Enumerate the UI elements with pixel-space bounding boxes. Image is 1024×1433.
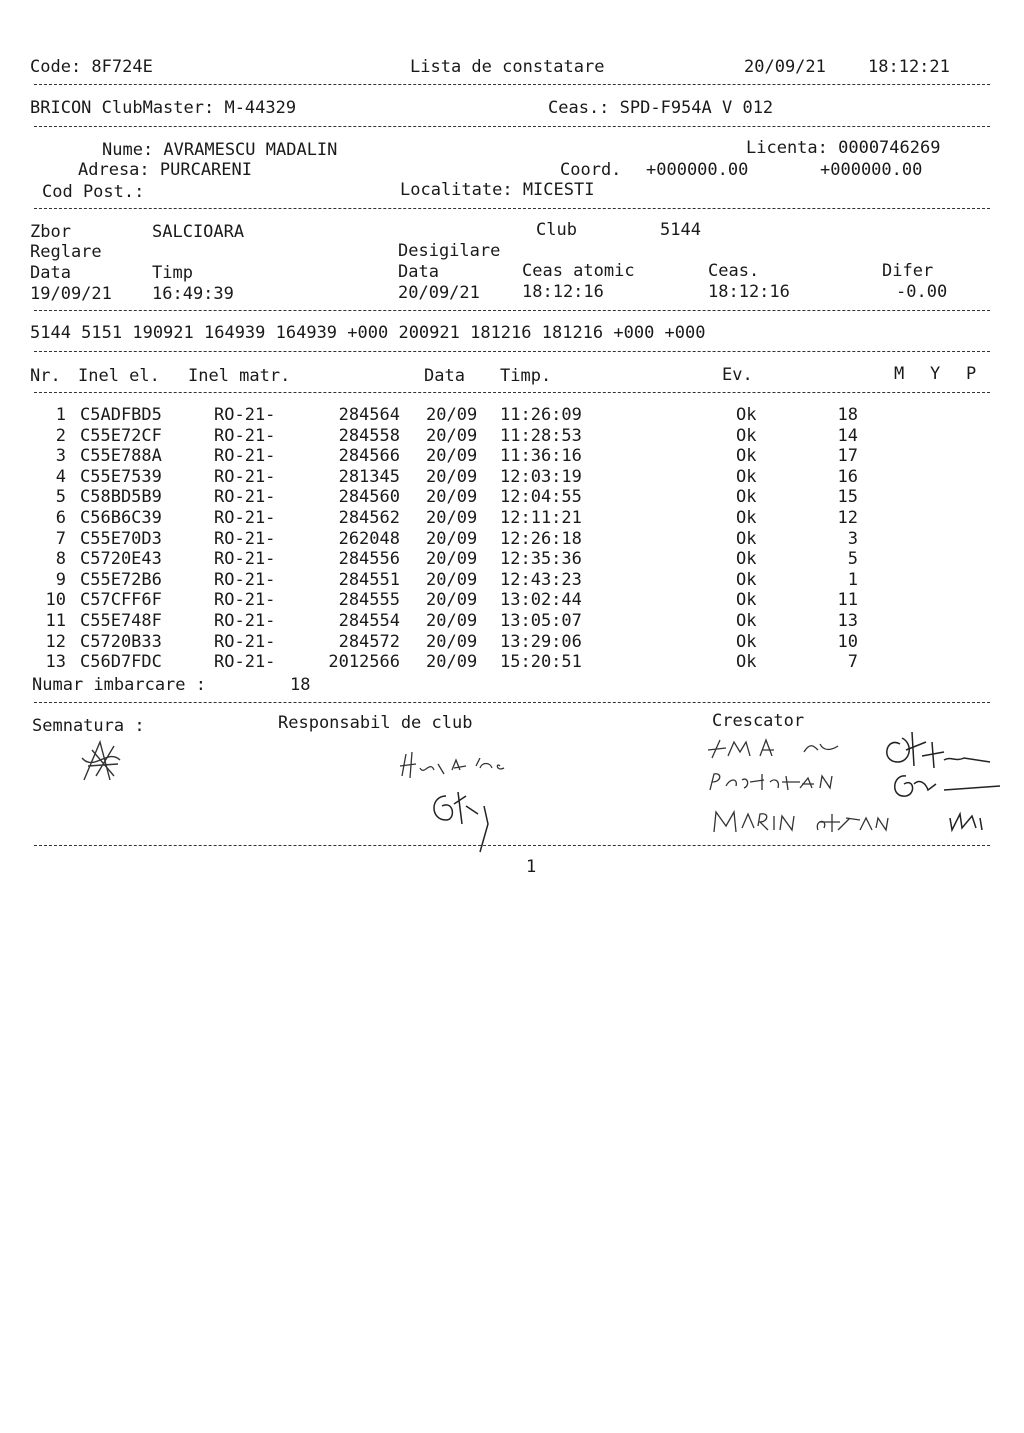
- row-electronic-ring: C55E7539: [80, 466, 162, 487]
- divider: [34, 126, 990, 127]
- desigilare-atomic-time: 18:12:16: [522, 282, 604, 302]
- row-event: Ok: [736, 611, 757, 631]
- row-time: 11:28:53: [500, 425, 582, 446]
- row-ring-prefix: RO-21-: [214, 405, 276, 425]
- row-m: 12: [837, 508, 858, 528]
- row-ring-number: 284562: [338, 508, 400, 528]
- page-number: 1: [526, 857, 537, 877]
- row-nr: 4: [55, 466, 66, 487]
- owner-address: Adresa: PURCARENI: [78, 160, 252, 180]
- row-ring-number: 281345: [338, 466, 400, 487]
- reglare-label: Reglare: [30, 242, 102, 262]
- col-y: Y: [930, 364, 941, 384]
- row-m: 3: [847, 528, 858, 549]
- row-time: 13:29:06: [500, 631, 582, 652]
- owner-name: Nume: AVRAMESCU MADALIN: [102, 140, 338, 160]
- row-time: 12:43:23: [500, 569, 582, 590]
- row-nr: 2: [55, 425, 66, 446]
- row-date: 20/09: [426, 611, 478, 631]
- row-ring-number: 284554: [338, 611, 400, 631]
- row-time: 15:20:51: [500, 652, 582, 673]
- row-electronic-ring: C55E748F: [80, 611, 162, 631]
- zbor-value: SALCIOARA: [152, 222, 245, 242]
- row-date: 20/09: [426, 528, 478, 549]
- row-nr: 11: [45, 611, 66, 631]
- row-ring-number: 284558: [338, 425, 400, 446]
- row-ring-prefix: RO-21-: [214, 487, 276, 508]
- row-m: 13: [837, 611, 858, 631]
- row-electronic-ring: C5720B33: [80, 631, 162, 652]
- row-electronic-ring: C55E72CF: [80, 425, 162, 446]
- row-nr: 5: [55, 487, 66, 508]
- row-time: 13:02:44: [500, 590, 582, 611]
- coord-y: +000000.00: [820, 160, 923, 180]
- row-m: 15: [837, 487, 858, 508]
- row-m: 17: [837, 446, 858, 467]
- row-event: Ok: [736, 446, 757, 467]
- row-electronic-ring: C5720E43: [80, 549, 162, 570]
- row-time: 12:03:19: [500, 466, 582, 487]
- row-time: 12:04:55: [500, 487, 582, 508]
- desigilare-clock-time: 18:12:16: [708, 282, 790, 302]
- row-event: Ok: [736, 508, 757, 528]
- row-ring-number: 2012566: [328, 652, 400, 673]
- time-difference: -0.00: [896, 282, 948, 302]
- row-date: 20/09: [426, 508, 478, 528]
- row-m: 5: [847, 549, 858, 570]
- col-p: P: [966, 364, 977, 384]
- row-date: 20/09: [426, 446, 478, 467]
- locality: Localitate: MICESTI: [400, 180, 595, 200]
- clock-id: Ceas.: SPD-F954A V 012: [548, 98, 774, 118]
- row-m: 7: [847, 652, 858, 673]
- divider: [34, 351, 990, 352]
- row-m: 16: [837, 466, 858, 487]
- row-date: 20/09: [426, 487, 478, 508]
- numar-imbarcare-label: Numar imbarcare :: [32, 675, 206, 695]
- license-number: Licenta: 0000746269: [746, 138, 941, 158]
- coord-label: Coord.: [560, 160, 622, 180]
- zbor-label: Zbor: [30, 222, 71, 242]
- clubmaster-id: BRICON ClubMaster: M-44329: [30, 98, 297, 118]
- row-electronic-ring: C57CFF6F: [80, 590, 162, 611]
- row-ring-prefix: RO-21-: [214, 528, 276, 549]
- club-value: 5144: [660, 220, 701, 240]
- col-inel-matr: Inel matr.: [188, 366, 291, 386]
- row-event: Ok: [736, 549, 757, 570]
- row-ring-prefix: RO-21-: [214, 631, 276, 652]
- row-m: 1: [847, 569, 858, 590]
- row-ring-number: 284560: [338, 487, 400, 508]
- responsible-signature: [396, 744, 516, 854]
- row-electronic-ring: C56D7FDC: [80, 652, 162, 673]
- row-event: Ok: [736, 569, 757, 590]
- club-responsible-label: Responsabil de club: [278, 713, 473, 733]
- row-nr: 7: [55, 528, 66, 549]
- coord-x: +000000.00: [646, 160, 749, 180]
- row-time: 11:26:09: [500, 405, 582, 425]
- desigilare-label: Desigilare: [398, 241, 501, 261]
- row-time: 12:26:18: [500, 528, 582, 549]
- row-m: 14: [837, 425, 858, 446]
- row-ring-prefix: RO-21-: [214, 446, 276, 467]
- row-event: Ok: [736, 487, 757, 508]
- row-time: 12:35:36: [500, 549, 582, 570]
- document-code: Code: 8F724E: [30, 57, 153, 77]
- reglare-date: 19/09/21: [30, 284, 112, 304]
- row-nr: 3: [55, 446, 66, 467]
- row-electronic-ring: C5ADFBD5: [80, 405, 162, 425]
- row-ring-prefix: RO-21-: [214, 508, 276, 528]
- row-ring-prefix: RO-21-: [214, 611, 276, 631]
- row-nr: 6: [55, 508, 66, 528]
- numar-imbarcare-value: 18: [290, 675, 311, 695]
- row-ring-number: 284572: [338, 631, 400, 652]
- row-time: 11:36:16: [500, 446, 582, 467]
- ceas-atomic-label: Ceas atomic: [522, 261, 635, 281]
- row-m: 11: [837, 590, 858, 611]
- row-date: 20/09: [426, 466, 478, 487]
- row-event: Ok: [736, 425, 757, 446]
- row-event: Ok: [736, 405, 757, 425]
- row-nr: 1: [55, 405, 66, 425]
- row-nr: 8: [55, 549, 66, 570]
- row-date: 20/09: [426, 405, 478, 425]
- col-timp: Timp.: [500, 366, 552, 386]
- row-nr: 9: [55, 569, 66, 590]
- signature-scribble: [74, 736, 130, 786]
- ceas-label: Ceas.: [708, 261, 760, 281]
- row-m: 10: [837, 631, 858, 652]
- row-ring-number: 284555: [338, 590, 400, 611]
- breeder-signatures: [700, 722, 1000, 852]
- row-ring-prefix: RO-21-: [214, 466, 276, 487]
- row-event: Ok: [736, 466, 757, 487]
- row-ring-number: 284564: [338, 405, 400, 425]
- summary-line: 5144 5151 190921 164939 164939 +000 200921 181216 181216 +000 +000: [30, 323, 706, 343]
- row-electronic-ring: C56B6C39: [80, 508, 162, 528]
- row-ring-prefix: RO-21-: [214, 569, 276, 590]
- breeder-label: Crescator: [712, 711, 805, 731]
- row-electronic-ring: C55E70D3: [80, 528, 162, 549]
- row-electronic-ring: C55E72B6: [80, 569, 162, 590]
- signature-label: Semnatura :: [32, 716, 145, 736]
- row-ring-prefix: RO-21-: [214, 652, 276, 673]
- row-date: 20/09: [426, 590, 478, 611]
- header-time: 18:12:21: [868, 57, 950, 77]
- row-date: 20/09: [426, 569, 478, 590]
- row-ring-prefix: RO-21-: [214, 425, 276, 446]
- row-event: Ok: [736, 590, 757, 611]
- row-ring-number: 284566: [338, 446, 400, 467]
- col-inel-el: Inel el.: [78, 366, 160, 386]
- data-label: Data: [30, 263, 71, 283]
- row-time: 12:11:21: [500, 508, 582, 528]
- divider: [34, 84, 990, 85]
- col-ev: Ev.: [722, 365, 753, 385]
- divider: [34, 208, 990, 209]
- row-m: 18: [837, 405, 858, 425]
- row-date: 20/09: [426, 652, 478, 673]
- row-nr: 10: [45, 590, 66, 611]
- row-electronic-ring: C58BD5B9: [80, 487, 162, 508]
- reglare-time: 16:49:39: [152, 284, 234, 304]
- club-label: Club: [536, 220, 577, 240]
- row-event: Ok: [736, 528, 757, 549]
- row-date: 20/09: [426, 631, 478, 652]
- row-date: 20/09: [426, 549, 478, 570]
- row-nr: 12: [45, 631, 66, 652]
- postal-code: Cod Post.:: [42, 182, 145, 202]
- row-electronic-ring: C55E788A: [80, 446, 162, 467]
- header-date: 20/09/21: [744, 57, 826, 77]
- timp-label: Timp: [152, 263, 193, 283]
- row-ring-prefix: RO-21-: [214, 590, 276, 611]
- col-nr: Nr.: [30, 366, 61, 386]
- col-data: Data: [424, 366, 465, 386]
- row-ring-number: 284556: [338, 549, 400, 570]
- divider: [34, 392, 990, 393]
- difer-label: Difer: [882, 261, 934, 281]
- row-ring-number: 284551: [338, 569, 400, 590]
- document-title: Lista de constatare: [410, 57, 605, 77]
- col-m: M: [894, 364, 905, 384]
- desigilare-date: 20/09/21: [398, 283, 480, 303]
- data-label: Data: [398, 262, 439, 282]
- row-ring-number: 262048: [338, 528, 400, 549]
- divider: [34, 310, 990, 311]
- row-date: 20/09: [426, 425, 478, 446]
- divider: [34, 845, 990, 846]
- row-nr: 13: [45, 652, 66, 673]
- row-ring-prefix: RO-21-: [214, 549, 276, 570]
- row-event: Ok: [736, 652, 757, 673]
- row-time: 13:05:07: [500, 611, 582, 631]
- divider: [34, 702, 990, 703]
- row-event: Ok: [736, 631, 757, 652]
